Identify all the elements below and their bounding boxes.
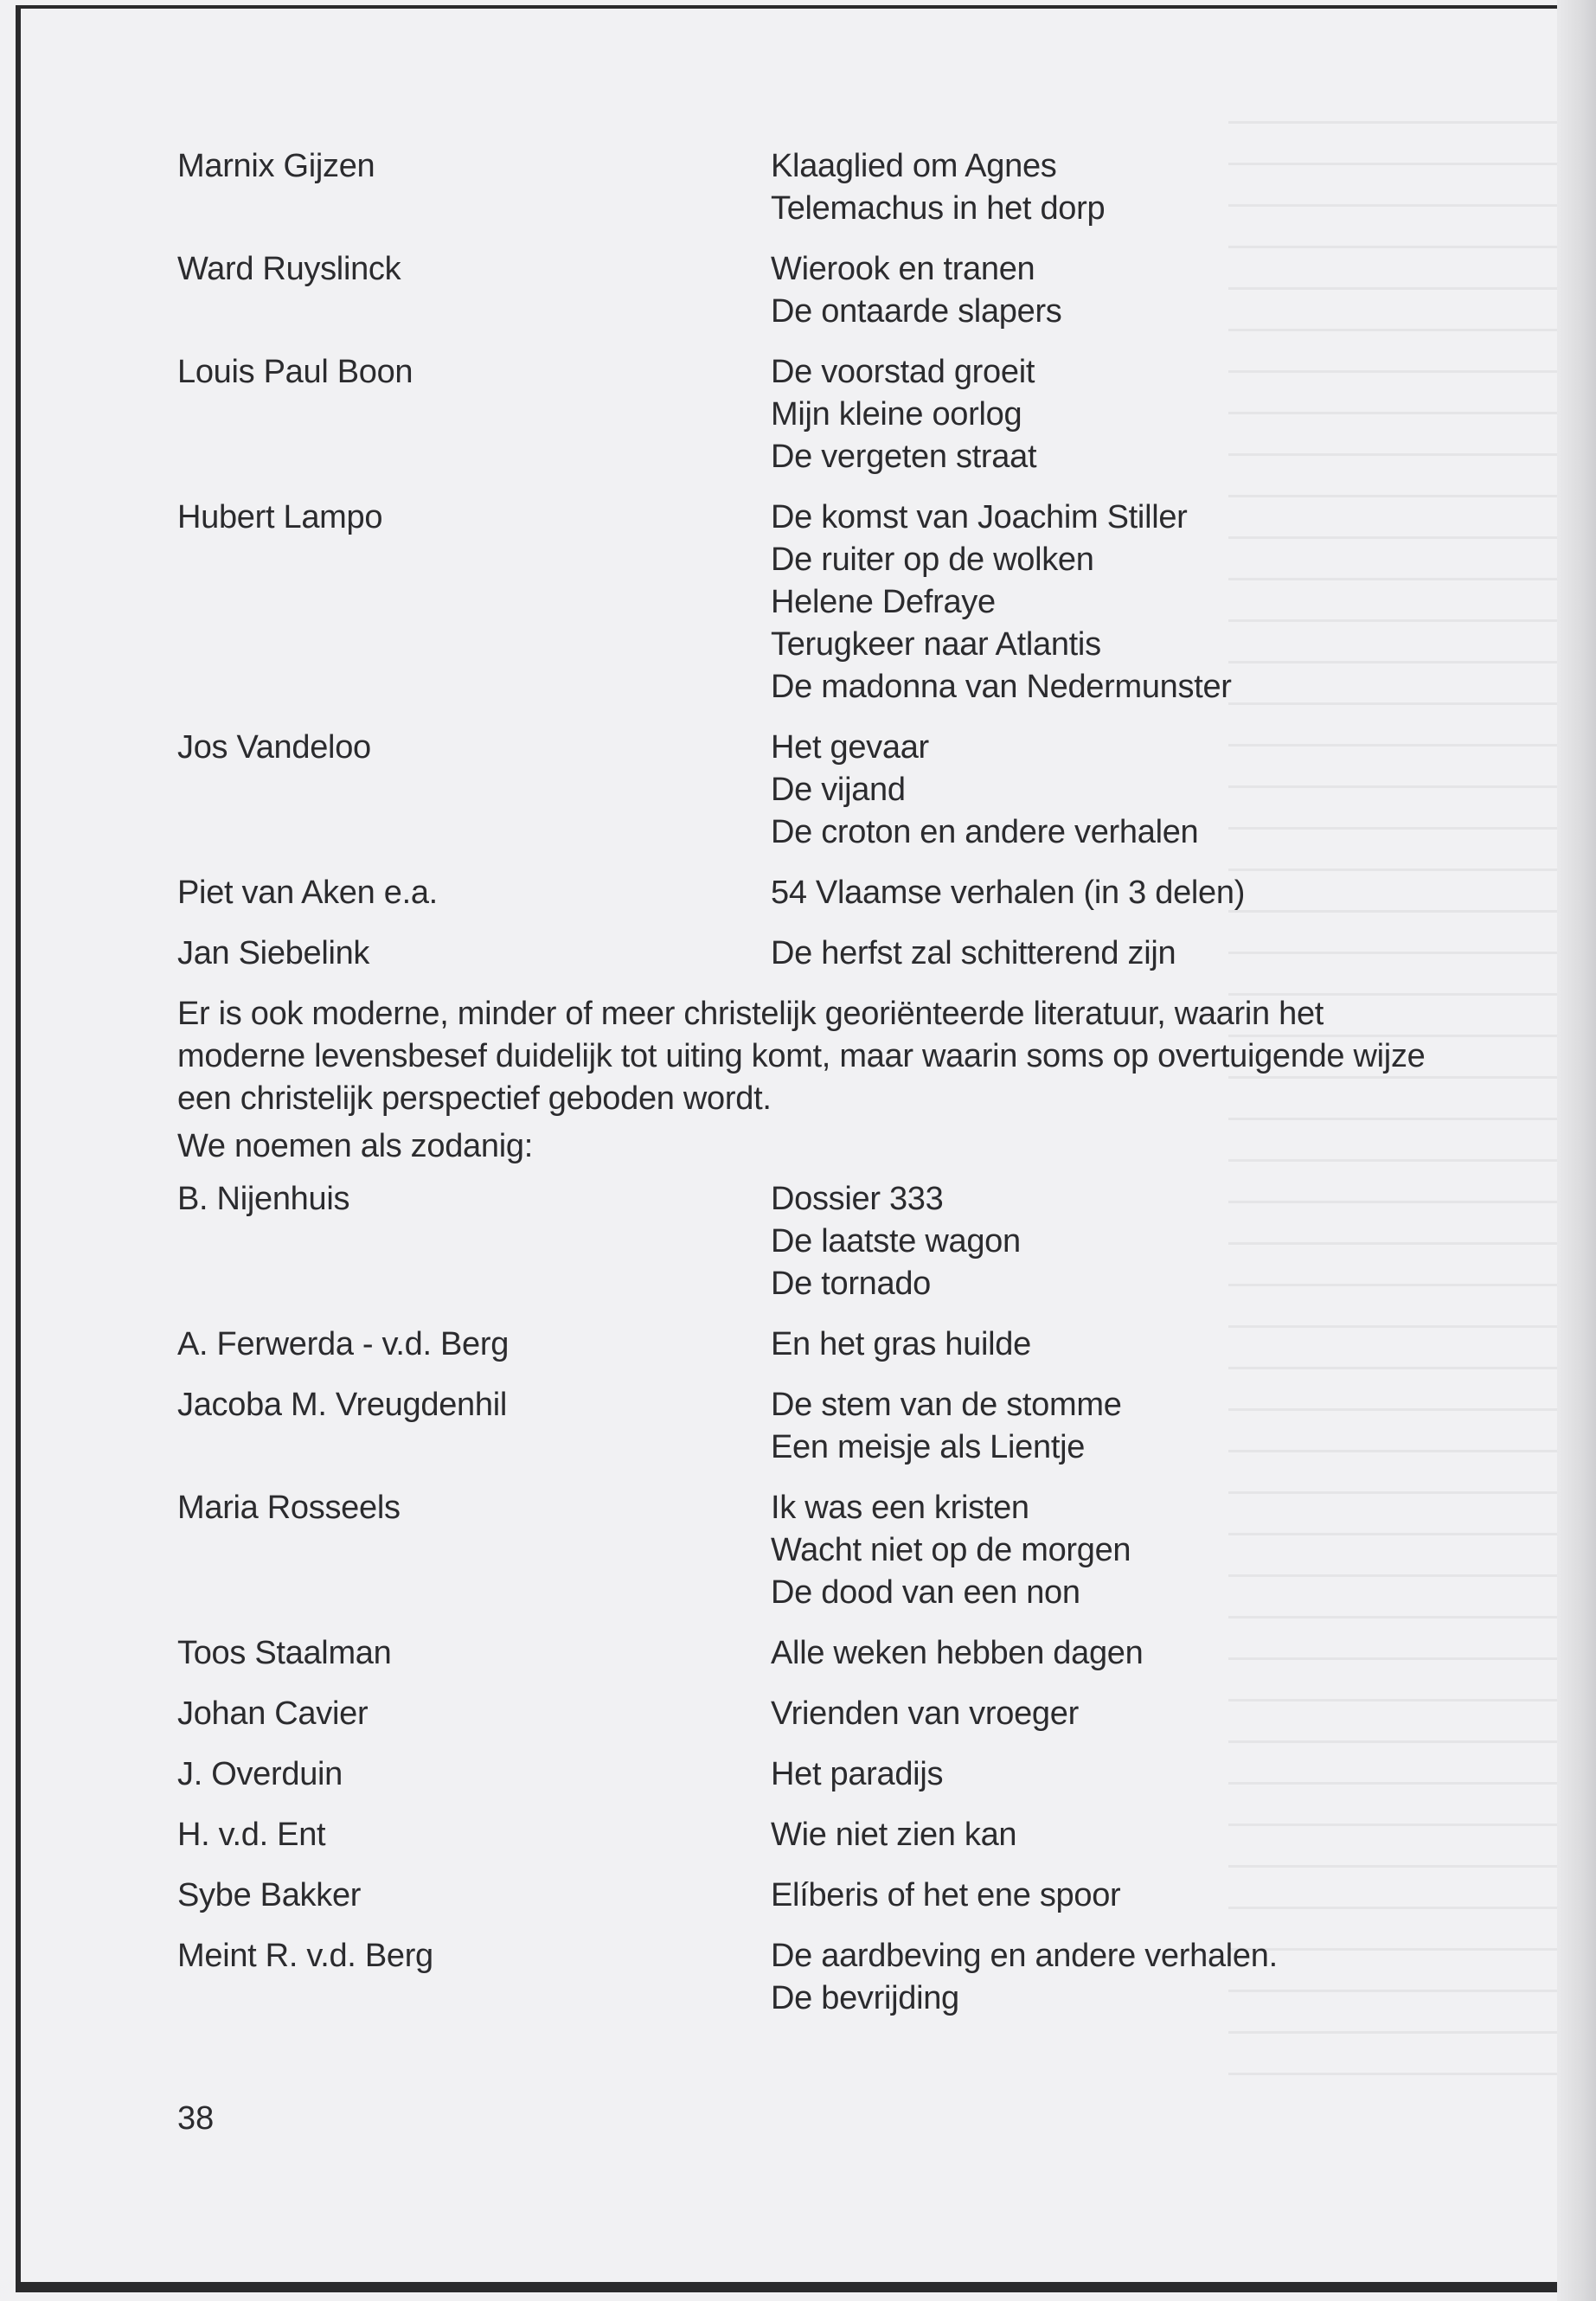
list-item	[177, 1935, 1458, 2020]
book-titles	[771, 497, 1458, 708]
book-title: De stem van de stomme	[771, 1387, 1122, 1423]
author-name: Johan Cavier	[177, 1695, 369, 1732]
book-titles	[771, 351, 1458, 478]
book-title: Telemachus in het dorp	[771, 190, 1106, 227]
author-title-list-top	[177, 145, 1458, 975]
list-item	[177, 497, 1458, 708]
book-title: Klaaglied om Agnes	[771, 148, 1057, 184]
book-titles	[771, 872, 1458, 914]
book-titles	[771, 1178, 1458, 1305]
list-item	[177, 727, 1458, 854]
book-title: De komst van Joachim Stiller	[771, 499, 1188, 535]
page-border-bottom	[16, 2282, 1573, 2292]
book-title: Mijn kleine oorlog	[771, 396, 1022, 433]
list-item	[177, 1814, 1458, 1856]
page-content	[177, 145, 1458, 2038]
book-titles	[771, 1875, 1458, 1917]
book-title: En het gras huilde	[771, 1326, 1031, 1362]
list-item	[177, 145, 1458, 230]
book-title: De vijand	[771, 772, 906, 808]
book-title: Alle weken hebben dagen	[771, 1635, 1144, 1671]
book-title: Helene Defraye	[771, 584, 996, 620]
author-name: Hubert Lampo	[177, 499, 383, 535]
book-titles	[771, 145, 1458, 230]
page-border-top	[16, 5, 1573, 9]
book-title: Wierook en tranen	[771, 251, 1035, 287]
book-title: Het paradijs	[771, 1756, 944, 1792]
book-title: De madonna van Nedermunster	[771, 669, 1232, 705]
book-titles	[771, 1935, 1458, 2020]
book-title: De bevrijding	[771, 1980, 959, 2016]
book-title: Ik was een kristen	[771, 1490, 1029, 1526]
list-item	[177, 1384, 1458, 1469]
author-name: Louis Paul Boon	[177, 354, 413, 390]
list-item	[177, 1324, 1458, 1366]
author-name: Maria Rosseels	[177, 1490, 401, 1526]
list-item	[177, 1753, 1458, 1796]
book-titles	[771, 1632, 1458, 1675]
list-intro: We noemen als zodanig:	[177, 1128, 533, 1164]
list-item	[177, 1875, 1458, 1917]
book-titles	[771, 1487, 1458, 1614]
book-title: De croton en andere verhalen	[771, 814, 1199, 850]
author-name: Meint R. v.d. Berg	[177, 1938, 433, 1974]
author-name: J. Overduin	[177, 1756, 343, 1792]
list-item	[177, 1487, 1458, 1614]
book-title: De ontaarde slapers	[771, 293, 1062, 330]
book-title: De vergeten straat	[771, 439, 1037, 475]
book-title: De tornado	[771, 1266, 932, 1302]
book-title: De dood van een non	[771, 1574, 1080, 1611]
book-titles	[771, 727, 1458, 854]
list-item	[177, 351, 1458, 478]
author-name: Sybe Bakker	[177, 1877, 362, 1913]
author-name: Toos Staalman	[177, 1635, 392, 1671]
book-title: Dossier 333	[771, 1181, 944, 1217]
book-title: De aardbeving en andere verhalen.	[771, 1938, 1278, 1974]
list-item	[177, 1178, 1458, 1305]
author-name: Marnix Gijzen	[177, 148, 375, 184]
book-titles	[771, 1324, 1458, 1366]
book-titles	[771, 1753, 1458, 1796]
book-title: Terugkeer naar Atlantis	[771, 626, 1101, 663]
book-title: De ruiter op de wolken	[771, 542, 1094, 578]
list-item	[177, 933, 1458, 975]
author-name: Piet van Aken e.a.	[177, 875, 438, 911]
author-name: Jan Siebelink	[177, 935, 370, 971]
author-name: B. Nijenhuis	[177, 1181, 350, 1217]
book-title: Elíberis of het ene spoor	[771, 1877, 1121, 1913]
book-title: De herfst zal schitterend zijn	[771, 935, 1176, 971]
book-titles	[771, 933, 1458, 975]
author-name: Jacoba M. Vreugdenhil	[177, 1387, 507, 1423]
list-item	[177, 248, 1458, 333]
page-border-left	[16, 5, 21, 2289]
list-item	[177, 1632, 1458, 1675]
book-title: De voorstad groeit	[771, 354, 1035, 390]
author-title-list-bottom	[177, 1178, 1458, 2020]
book-title: De laatste wagon	[771, 1223, 1021, 1259]
page-edge-shadow	[1557, 0, 1596, 2301]
book-title: Wacht niet op de morgen	[771, 1532, 1131, 1568]
book-titles	[771, 248, 1458, 333]
page-number: 38	[177, 2100, 215, 2137]
book-title: Wie niet zien kan	[771, 1817, 1017, 1853]
book-titles	[771, 1384, 1458, 1469]
author-name: A. Ferwerda - v.d. Berg	[177, 1326, 510, 1362]
author-name: H. v.d. Ent	[177, 1817, 326, 1853]
book-title: 54 Vlaamse verhalen (in 3 delen)	[771, 875, 1246, 911]
list-item	[177, 872, 1458, 914]
book-title: Een meisje als Lientje	[771, 1429, 1086, 1465]
author-name: Jos Vandeloo	[177, 729, 371, 766]
author-name: Ward Ruyslinck	[177, 251, 401, 287]
list-item	[177, 1693, 1458, 1735]
book-title: Het gevaar	[771, 729, 929, 766]
book-title: Vrienden van vroeger	[771, 1695, 1079, 1732]
book-titles	[771, 1693, 1458, 1735]
body-paragraph: Er is ook moderne, minder of meer christelijk georiënteerde literatuur, waarin het moderne levensbesef duidelijk tot uiting komt, maar waarin soms op overtuigende wijze een christelijk perspectief geboden wordt.	[177, 996, 1426, 1117]
book-titles	[771, 1814, 1458, 1856]
